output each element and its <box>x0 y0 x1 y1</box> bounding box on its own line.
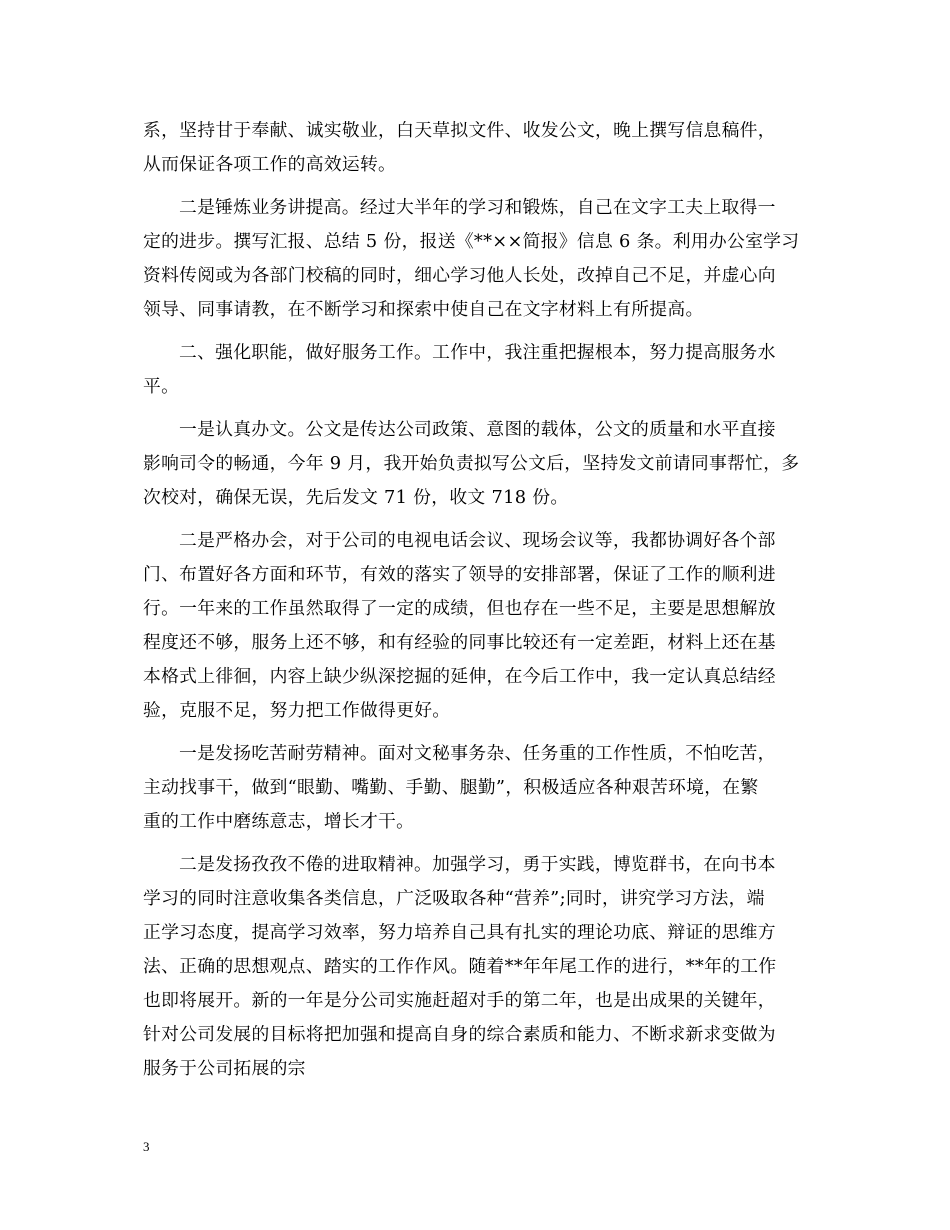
text-line: 本格式上徘徊，内容上缺少纵深挖掘的延伸，在今后工作中，我一定认真总结经 <box>143 666 776 687</box>
text-line: 定的进步。撰写汇报、总结 5 份，报送《**××简报》信息 6 条。利用办公室学习 <box>143 231 800 252</box>
text-line: 服务于公司拓展的宗 <box>143 1058 306 1079</box>
page-number: 3 <box>143 1139 150 1154</box>
text-line: 平。 <box>143 376 180 397</box>
paragraph-line: 一是认真办文。公文是传达公司政策、意图的载体，公文的质量和水平直接 <box>179 419 776 440</box>
text-line: 程度还不够，服务上还不够，和有经验的同事比较还有一定差距，材料上还在基 <box>143 632 776 653</box>
text-line: 学习的同时注意收集各类信息，广泛吸取各种“营养”;同时，讲究学习方法，端 <box>143 888 765 909</box>
paragraph-line: 二是锤炼业务讲提高。经过大半年的学习和锻炼，自己在文字工夫上取得一 <box>179 197 776 218</box>
paragraph-line: 二是发扬孜孜不倦的进取精神。加强学习，勇于实践，博览群书，在向书本 <box>179 854 776 875</box>
text-line: 影响司令的畅通，今年 9 月，我开始负责拟写公文后，坚持发文前请同事帮忙，多 <box>143 453 800 474</box>
text-line: 系，坚持甘于奉献、诚实敬业，白天草拟文件、收发公文，晚上撰写信息稿件， <box>143 120 776 141</box>
text-line: 正学习态度，提高学习效率，努力培养自己具有扎实的理论功底、辩证的思维方 <box>143 922 776 943</box>
text-line: 也即将展开。新的一年是分公司实施赶超对手的第二年，也是出成果的关键年， <box>143 990 776 1011</box>
text-line: 重的工作中磨练意志，增长才干。 <box>143 811 415 832</box>
text-line: 法、正确的思想观点、踏实的工作作风。随着**年年尾工作的进行，**年的工作 <box>143 956 777 977</box>
text-line: 从而保证各项工作的高效运转。 <box>143 154 397 175</box>
text-line: 针对公司发展的目标将把加强和提高自身的综合素质和能力、不断求新求变做为 <box>143 1024 776 1045</box>
text-line: 验，克服不足，努力把工作做得更好。 <box>143 700 451 721</box>
paragraph-line: 一是发扬吃苦耐劳精神。面对文秘事务杂、任务重的工作性质，不怕吃苦， <box>179 743 776 764</box>
text-line: 资料传阅或为各部门校稿的同时，细心学习他人长处，改掉自己不足，并虚心向 <box>143 265 776 286</box>
text-line: 主动找事干，做到“眼勤、嘴勤、手勤、腿勤”，积极适应各种艰苦环境，在繁 <box>143 777 759 798</box>
text-line: 门、布置好各方面和环节，有效的落实了领导的安排部署，保证了工作的顺利进 <box>143 564 776 585</box>
body-text <box>143 114 815 1086</box>
paragraph-line: 二、强化职能，做好服务工作。工作中，我注重把握根本，努力提高服务水 <box>179 342 776 363</box>
paragraph-line: 二是严格办会，对于公司的电视电话会议、现场会议等，我都协调好各个部 <box>179 530 776 551</box>
text-line: 次校对，确保无误，先后发文 71 份，收文 718 份。 <box>143 487 569 508</box>
text-line: 领导、同事请教，在不断学习和探索中使自己在文字材料上有所提高。 <box>143 299 704 320</box>
text-line: 行。一年来的工作虽然取得了一定的成绩，但也存在一些不足，主要是思想解放 <box>143 598 776 619</box>
